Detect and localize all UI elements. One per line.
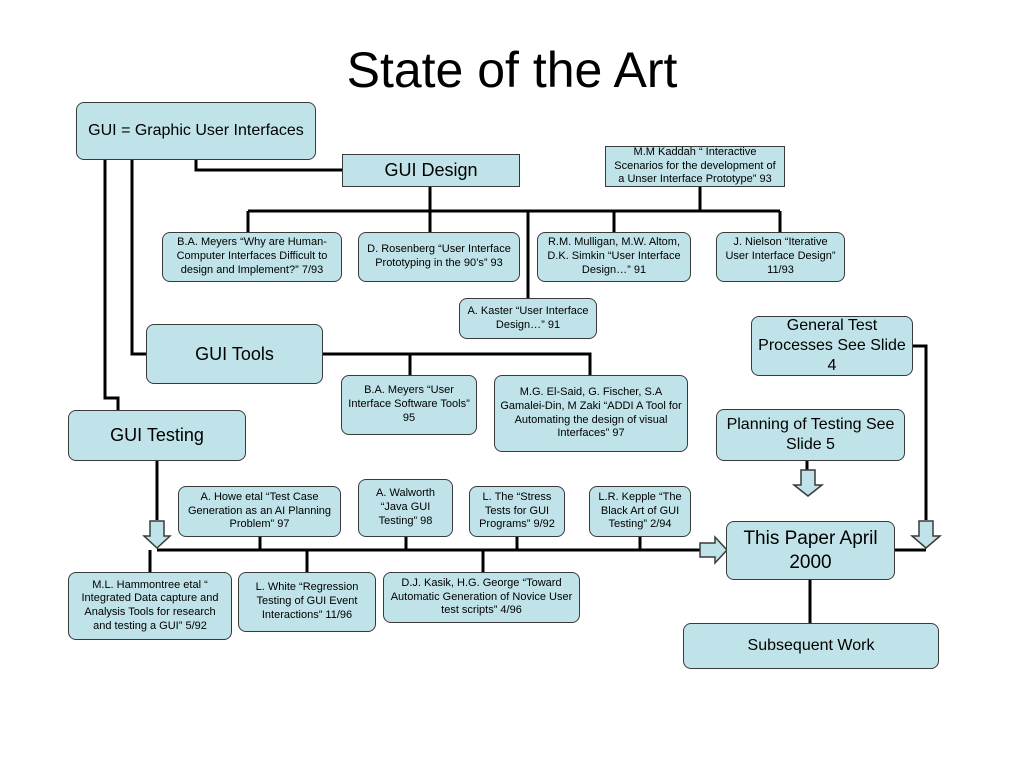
- node-general-test: General Test Processes See Slide 4: [751, 316, 913, 376]
- line-general-test: [912, 346, 926, 520]
- node-gui-tools: GUI Tools: [146, 324, 323, 384]
- down-arrow-general-test-icon: [912, 521, 940, 548]
- node-the: L. The “Stress Tests for GUI Programs” 9/92: [469, 486, 565, 537]
- node-gui-testing: GUI Testing: [68, 410, 246, 461]
- node-walworth: A. Walworth “Java GUI Testing” 98: [358, 479, 453, 537]
- node-meyers-why: B.A. Meyers “Why are Human-Computer Interfaces Difficult to design and Implement?” 7/93: [162, 232, 342, 282]
- node-gui-interfaces: GUI = Graphic User Interfaces: [76, 102, 316, 160]
- node-mulligan: R.M. Mulligan, M.W. Altom, D.K. Simkin “User Interface Design…” 91: [537, 232, 691, 282]
- node-gui-design: GUI Design: [342, 154, 520, 187]
- node-nielson: J. Nielson “Iterative User Interface Design” 11/93: [716, 232, 845, 282]
- line-to-gui-design: [196, 160, 342, 170]
- node-this-paper: This Paper April 2000: [726, 521, 895, 580]
- node-meyers-tools: B.A. Meyers “User Interface Software Tools” 95: [341, 375, 477, 435]
- node-elsaid: M.G. El-Said, G. Fischer, S.A Gamalei-Din, M Zaki “ADDI A Tool for Automating the design of visual Interfaces” 97: [494, 375, 688, 452]
- node-rosenberg: D. Rosenberg “User Interface Prototyping in the 90’s” 93: [358, 232, 520, 282]
- line-tools-bus: [323, 354, 590, 375]
- line-to-gui-testing: [105, 160, 118, 410]
- node-kaddah: M.M Kaddah “ Interactive Scenarios for the development of a Unser Interface Prototype” 93: [605, 146, 785, 187]
- right-arrow-this-paper-icon: [700, 537, 727, 563]
- node-kasik: D.J. Kasik, H.G. George “Toward Automatic Generation of Novice User test scripts” 4/96: [383, 572, 580, 623]
- node-planning: Planning of Testing See Slide 5: [716, 409, 905, 461]
- slide-title: State of the Art: [346, 42, 678, 98]
- node-kaster: A. Kaster “User Interface Design…” 91: [459, 298, 597, 339]
- line-to-gui-tools: [132, 160, 146, 354]
- node-subsequent: Subsequent Work: [683, 623, 939, 669]
- down-arrow-planning-icon: [794, 470, 822, 496]
- node-white: L. White “Regression Testing of GUI Event Interactions” 11/96: [238, 572, 376, 632]
- node-kepple: L.R. Kepple “The Black Art of GUI Testing” 2/94: [589, 486, 691, 537]
- down-arrow-testing-icon: [144, 521, 170, 548]
- node-hammontree: M.L. Hammontree etal “ Integrated Data capture and Analysis Tools for research and testing a GUI” 5/92: [68, 572, 232, 640]
- node-howe: A. Howe etal “Test Case Generation as an AI Planning Problem” 97: [178, 486, 341, 537]
